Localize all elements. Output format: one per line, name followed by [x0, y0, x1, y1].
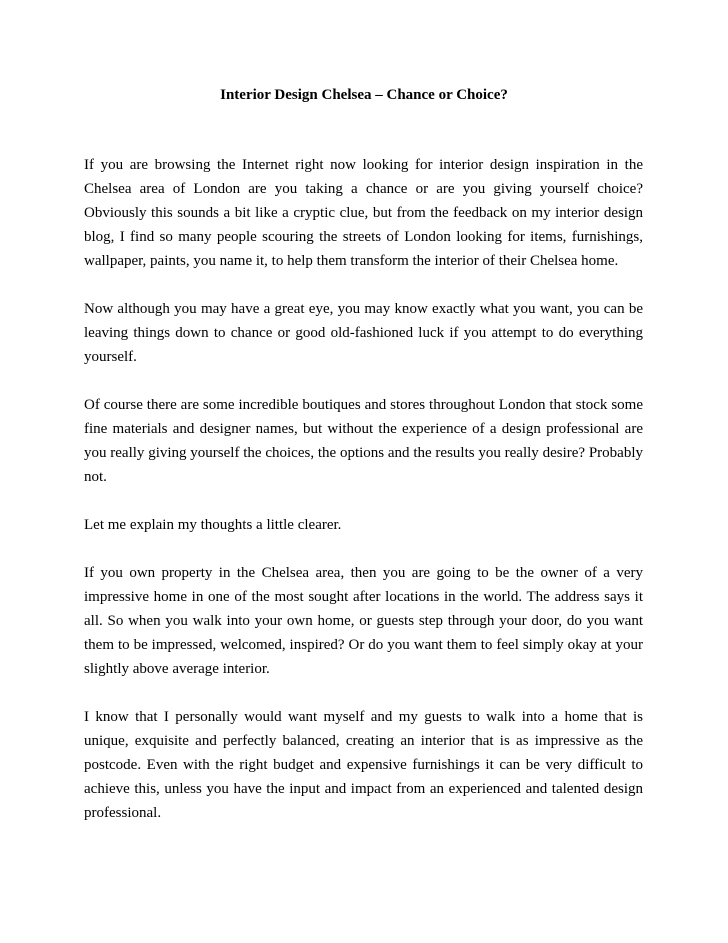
document-body: [84, 153, 643, 849]
document-title: Interior Design Chelsea – Chance or Choice?: [220, 87, 508, 103]
paragraph-personally: I know that I personally would want myself and my guests to walk into a home that is unique, exquisite and perfectly balanced, creating an interior that is as impressive as the postcode. Even with the right budget and expensive furnishings it can be very difficult to achieve this, unless you have the input and impact from an experienced and talented design professional.: [84, 709, 643, 821]
paragraph-great-eye: Now although you may have a great eye, you may know exactly what you want, you can be leaving things down to chance or good old-fashioned luck if you attempt to do everything yourself.: [84, 301, 643, 365]
paragraph-explain: Let me explain my thoughts a little clearer.: [84, 517, 342, 533]
paragraph-property: If you own property in the Chelsea area, then you are going to be the owner of a very impressive home in one of the most sought after locations in the world. The address says it all. So when you walk into your own home, or guests step through your door, do you want them to be impressed, welcomed, inspired? Or do you want them to feel simply okay at your slightly above average interior.: [84, 565, 643, 677]
paragraph-browsing: If you are browsing the Internet right now looking for interior design inspiration in the Chelsea area of London are you taking a chance or are you giving yourself choice? Obviously this sounds a bit like a cryptic clue, but from the feedback on my interior design blog, I find so many people scouring the streets of London looking for items, furnishings, wallpaper, paints, you name it, to help them transform the interior of their Chelsea home.: [84, 157, 643, 269]
paragraph-boutiques: Of course there are some incredible boutiques and stores throughout London that stock some fine materials and designer names, but without the experience of a design professional are you really giving yourself the choices, the options and the results you really desire? Probably not.: [84, 397, 643, 485]
